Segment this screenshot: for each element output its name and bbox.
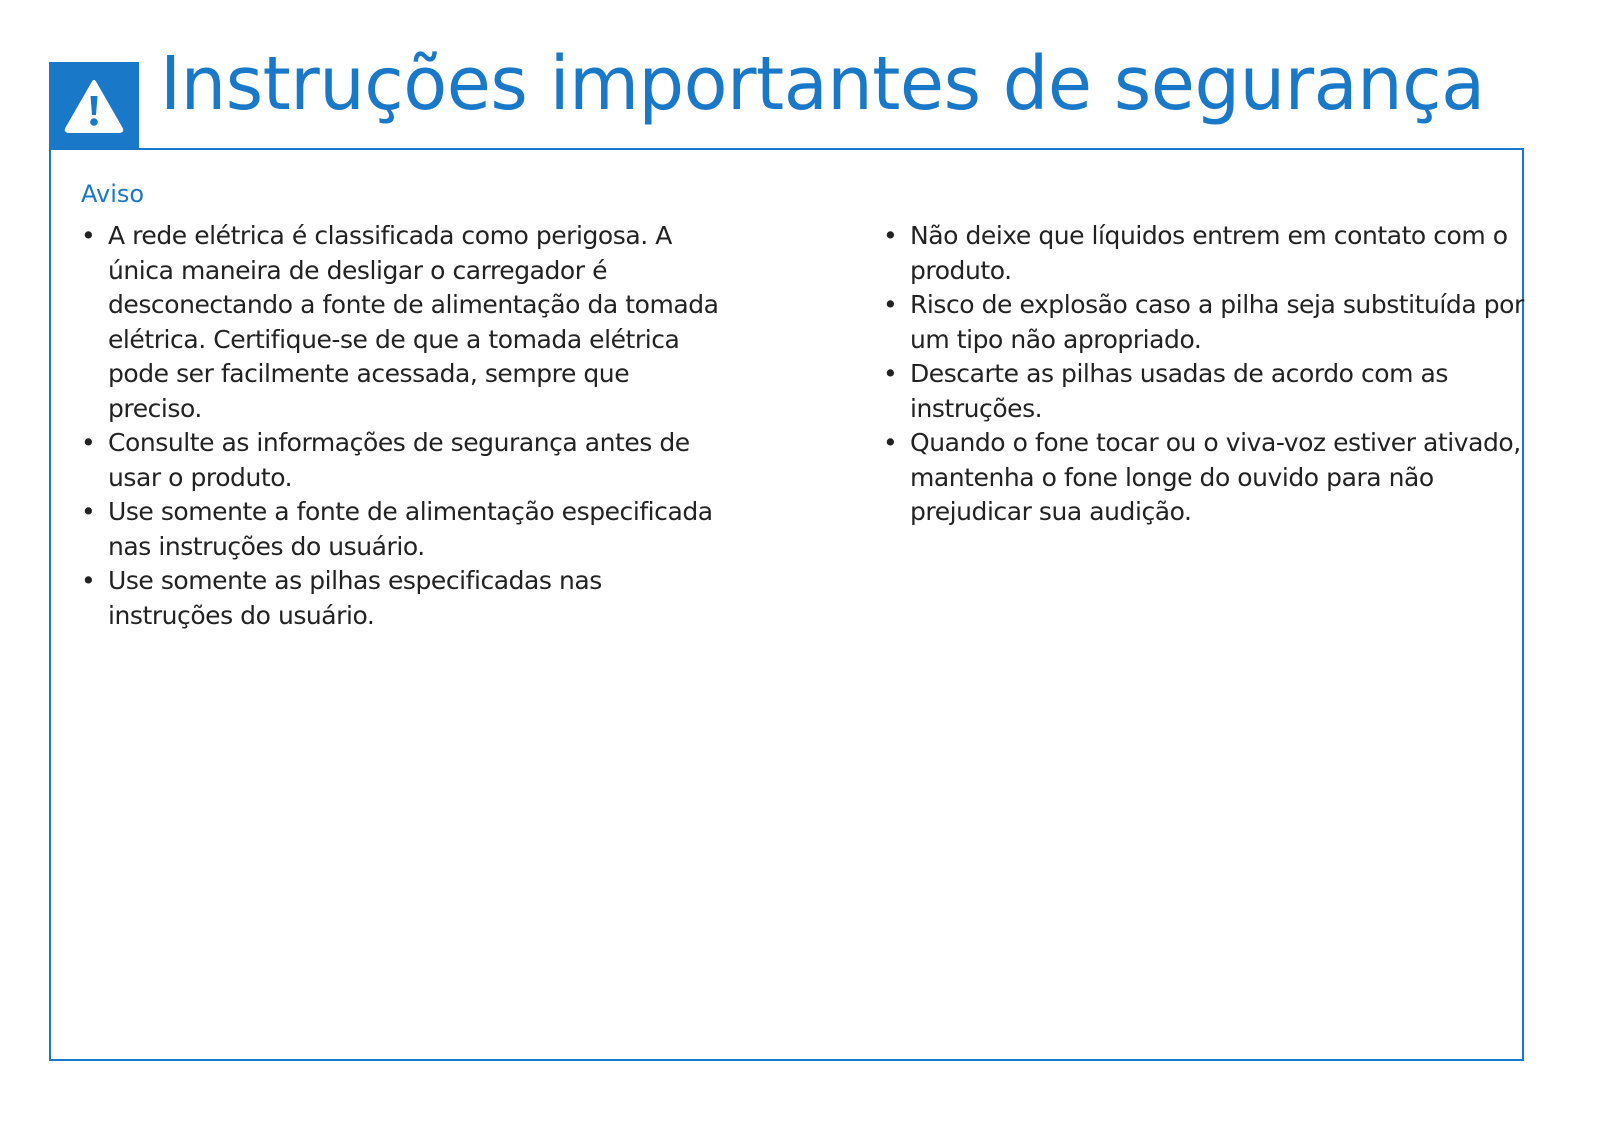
- list-item-text: Use somente as pilhas especificadas nas instruções do usuário.: [108, 566, 602, 630]
- bullet-marker: •: [883, 290, 898, 319]
- bullet-marker: •: [81, 221, 96, 250]
- bullet-marker: •: [81, 566, 96, 595]
- bullet-marker: •: [883, 359, 898, 388]
- list-item: [883, 357, 1543, 426]
- list-item-text: Não deixe que líquidos entrem em contato com o produto.: [910, 221, 1508, 285]
- list-item: [81, 495, 726, 564]
- list-item-text: A rede elétrica é classificada como perigosa. A única maneira de desligar o carregador é desconectando a fonte de alimentação da tomada elétrica. Certifique-se de que a tomada elétrica pode ser facilmente acessada, sempre que preciso.: [108, 221, 719, 423]
- list-item-text: Risco de explosão caso a pilha seja substituída por um tipo não apropriado.: [910, 290, 1524, 354]
- list-item: [81, 426, 726, 495]
- bullet-marker: •: [883, 221, 898, 250]
- page-title: Instruções importantes de segurança: [160, 41, 1485, 127]
- list-item: [883, 288, 1543, 357]
- warning-list-left: [81, 219, 726, 633]
- warning-list-right: [883, 219, 1543, 530]
- warning-triangle-icon: [64, 79, 124, 133]
- list-item-text: Descarte as pilhas usadas de acordo com as instruções.: [910, 359, 1448, 423]
- list-item-text: Quando o fone tocar ou o viva-voz estiver ativado, mantenha o fone longe do ouvido para não prejudicar sua audição.: [910, 428, 1521, 526]
- warning-icon-box: [49, 62, 139, 149]
- section-heading: Aviso: [81, 180, 145, 208]
- bullet-marker: •: [81, 497, 96, 526]
- list-item: [81, 219, 726, 426]
- list-item: [883, 219, 1543, 288]
- list-item-text: Use somente a fonte de alimentação especificada nas instruções do usuário.: [108, 497, 713, 561]
- list-item: [883, 426, 1543, 530]
- list-item-text: Consulte as informações de segurança antes de usar o produto.: [108, 428, 690, 492]
- bullet-marker: •: [81, 428, 96, 457]
- list-item: [81, 564, 726, 633]
- bullet-marker: •: [883, 428, 898, 457]
